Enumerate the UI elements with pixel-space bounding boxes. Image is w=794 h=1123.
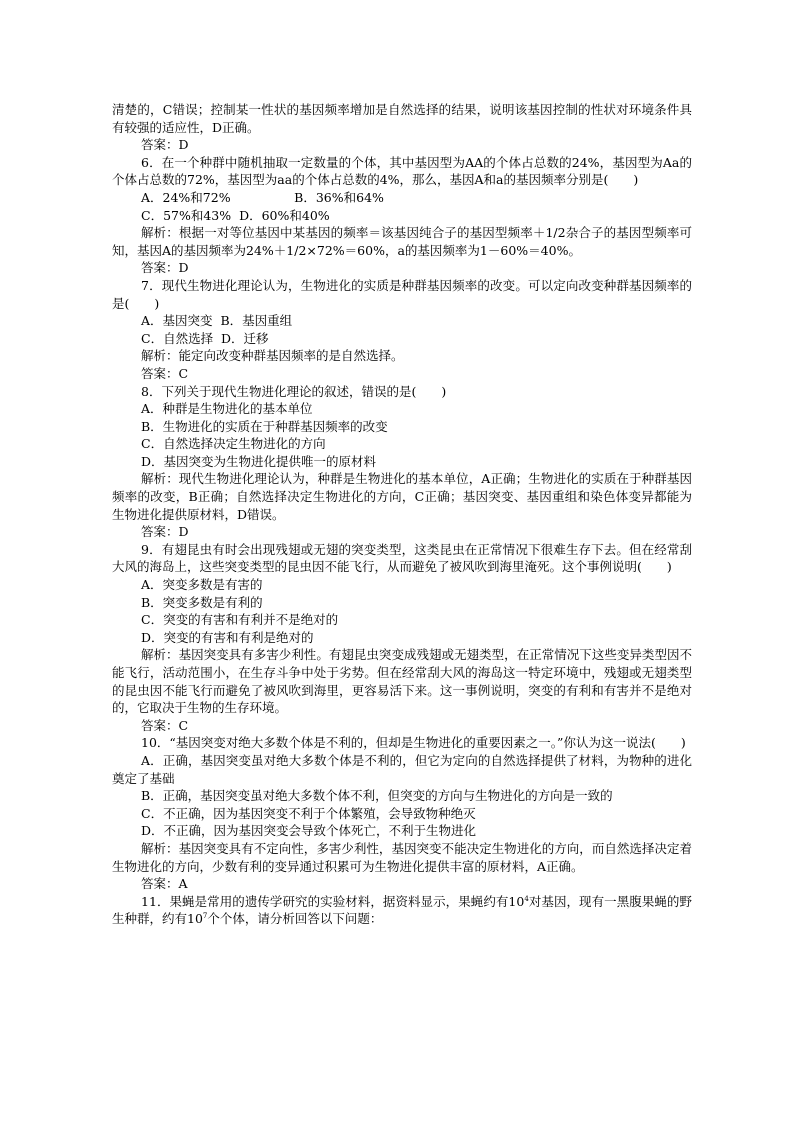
question-8-option-d: D．基因突变为生物进化提供唯一的原材料 [141,453,377,469]
question-7-answer: 答案：C [141,365,189,381]
question-8-analysis: 解析：现代生物进化理论认为，种群是生物进化的基本单位，A正确；生物进化的实质在于种群基因频率的改变，B正确；自然选择决定生物进化的方向，C正确；基因突变、基因重组和染色体变异都能为生物进化提供原材料，D错误。 [112,471,692,522]
question-9-option-c: C．突变的有害和有利并不是绝对的 [141,612,339,628]
question-10-analysis: 解析：基因突变具有不定向性，多害少利性，基因突变不能决定生物进化的方向，而自然选择决定着生物进化的方向，少数有利的变异通过积累可为生物进化提供丰富的原材料，A正确。 [112,840,692,874]
question-11-stem-part-3: 个个体，请分析回答以下问题： [207,911,383,927]
question-10-option-d: D．不正确，因为基因突变会导致个体死亡，不利于生物进化 [141,823,477,839]
question-6-analysis: 解析：根据一对等位基因中某基因的频率＝该基因纯合子的基因型频率＋1/2杂合子的基因型频率可知，基因A的基因频率为24%＋1/2×72%＝60%，a的基因频率为1－60%＝40%。 [112,225,692,258]
question-8-stem: 8．下列关于现代生物进化理论的叙述，错误的是( ) [141,383,447,399]
question-10-option-a: A．正确，基因突变虽对绝大多数个体是不利的，但它为定向的自然选择提供了材料，为物种的进化奠定了基础 [112,752,692,786]
question-7-analysis: 解析：能定向改变种群基因频率的是自然选择。 [141,348,404,364]
question-9-analysis: 解析：基因突变具有多害少利性。有翅昆虫突变成残翅或无翅类型，在正常情况下这些变异类型因不能飞行，活动范围小，在生存斗争中处于劣势。但在经常刮大风的海岛这一特定环境中，残翅或无翅类型的昆虫因不能飞行而避免了被风吹到海里，更容易活下来。这一事例说明，突变的有利和有害并不是绝对的，它取决于生物的生存环境。 [112,647,692,716]
question-11-stem-part-1: 11．果蝇是常用的遗传学研究的实验材料，据资料显示，果蝇约有10 [141,893,525,909]
question-9-option-a: A．突变多数是有害的 [141,577,263,593]
exponent-genes: 4 [524,894,529,903]
document-content [112,101,692,928]
question-10-option-b: B．正确，基因突变虽对绝大多数个体不利，但突变的方向与生物进化的方向是一致的 [141,788,613,804]
question-8-option-c: C．自然选择决定生物进化的方向 [141,436,326,452]
question-8-answer: 答案：D [141,524,189,540]
question-10-answer: 答案：A [141,876,188,892]
question-8-option-a: A．种群是生物进化的基本单位 [141,401,313,417]
question-11-stem [112,893,692,928]
question-9-answer: 答案：C [141,717,189,733]
answer-q5: 答案：D [141,137,189,153]
question-10-option-c: C．不正确，因为基因突变不利于个体繁殖，会导致物种绝灭 [141,805,476,821]
question-10-stem: 10．“基因突变对绝大多数个体是不利的，但却是生物进化的重要因素之一。”你认为这一说法( ) [141,735,686,751]
question-6-stem: 6．在一个种群中随机抽取一定数量的个体，其中基因型为AA的个体占总数的24%，基因型为Aa的个体占总数的72%，基因型为aa的个体占总数的4%，那么，基因A和a的基因频率分别是( ) [112,154,692,188]
question-6-options-row-2: C．57%和43% D．60%和40% [141,207,330,223]
question-6-options-row-1: A．24%和72% B．36%和64% [141,189,384,205]
question-6-answer: 答案：D [141,260,189,276]
question-9-option-d: D．突变的有害和有利是绝对的 [141,629,314,645]
question-7-stem: 7．现代生物进化理论认为，生物进化的实质是种群基因频率的改变。可以定向改变种群基因频率的是( ) [112,277,692,311]
question-9-stem: 9．有翅昆虫有时会出现残翅或无翅的突变类型，这类昆虫在正常情况下很难生存下去。但在经常刮大风的海岛上，这些突变类型的昆虫因不能飞行，从而避免了被风吹到海里淹死。这个事例说明( ) [112,541,692,575]
question-7-options-row-1: A．基因突变 B．基因重组 [141,313,293,329]
question-8-option-b: B．生物进化的实质在于种群基因频率的改变 [141,418,388,434]
question-7-options-row-2: C．自然选择 D．迁移 [141,330,269,346]
question-11-stem-part-2: 对基因，现有一黑腹果蝇的野生种群，约有10 [112,893,692,927]
question-9-option-b: B．突变多数是有利的 [141,594,263,610]
exponent-individuals: 7 [202,912,208,921]
continued-analysis: 清楚的，C错误；控制某一性状的基因频率增加是自然选择的结果，说明该基因控制的性状对环境条件具有较强的适应性，D正确。 [112,102,692,135]
